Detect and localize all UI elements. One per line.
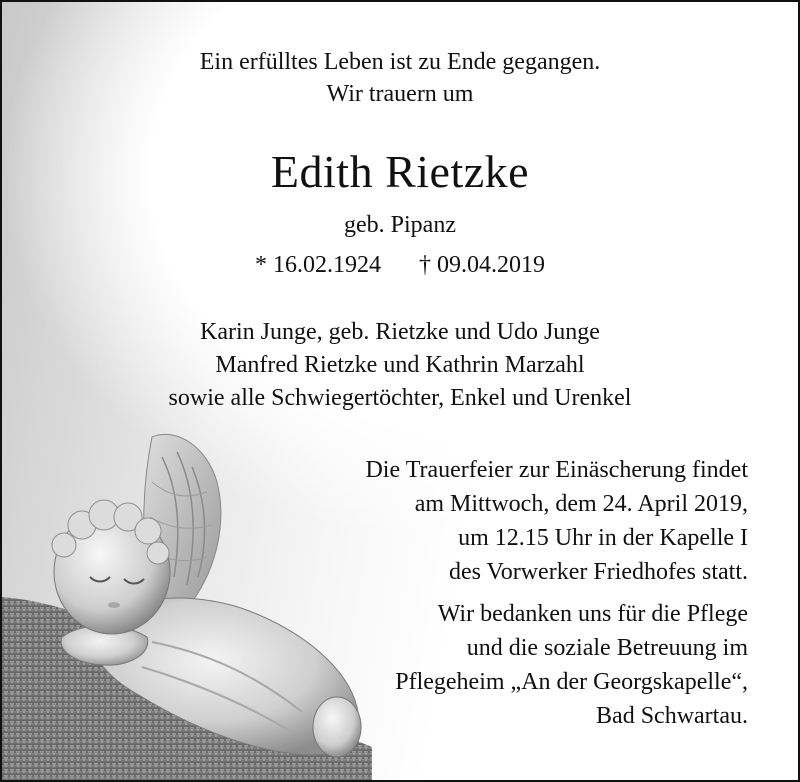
service-line: am Mittwoch, dem 24. April 2019, [414, 491, 748, 517]
intro-line-1: Ein erfülltes Leben ist zu Ende gegangen. [199, 49, 601, 75]
figurine-mouth [108, 602, 120, 608]
mourners-list [2, 316, 798, 415]
funeral-service-info [278, 453, 748, 589]
maiden-name: geb. Pipanz [344, 212, 456, 238]
thanks-line: Bad Schwartau. [596, 703, 748, 729]
service-line: Die Trauerfeier zur Einäscherung findet [365, 457, 748, 483]
mourner-line: sowie alle Schwiegertöchter, Enkel und Urenkel [168, 385, 632, 411]
life-dates [2, 250, 798, 280]
birth-date: * 16.02.1924 [255, 252, 381, 278]
intro-text [2, 46, 798, 110]
deceased-name: Edith Rietzke [270, 146, 530, 197]
death-date: † 09.04.2019 [419, 252, 545, 278]
thanks-line: Pflegeheim „An der Georgskapelle“, [395, 669, 748, 695]
mourner-line: Karin Junge, geb. Rietzke und Udo Junge [200, 319, 600, 345]
thanks-line: Wir bedanken uns für die Pflege [437, 601, 748, 627]
intro-line-2: Wir trauern um [326, 81, 474, 107]
thanks-line: und die soziale Betreuung im [466, 635, 748, 661]
service-line: des Vorwerker Friedhofes statt. [448, 559, 748, 585]
mourner-line: Manfred Rietzke und Kathrin Marzahl [215, 352, 585, 378]
thanks-text [278, 597, 748, 733]
service-line: um 12.15 Uhr in der Kapelle I [458, 525, 748, 551]
